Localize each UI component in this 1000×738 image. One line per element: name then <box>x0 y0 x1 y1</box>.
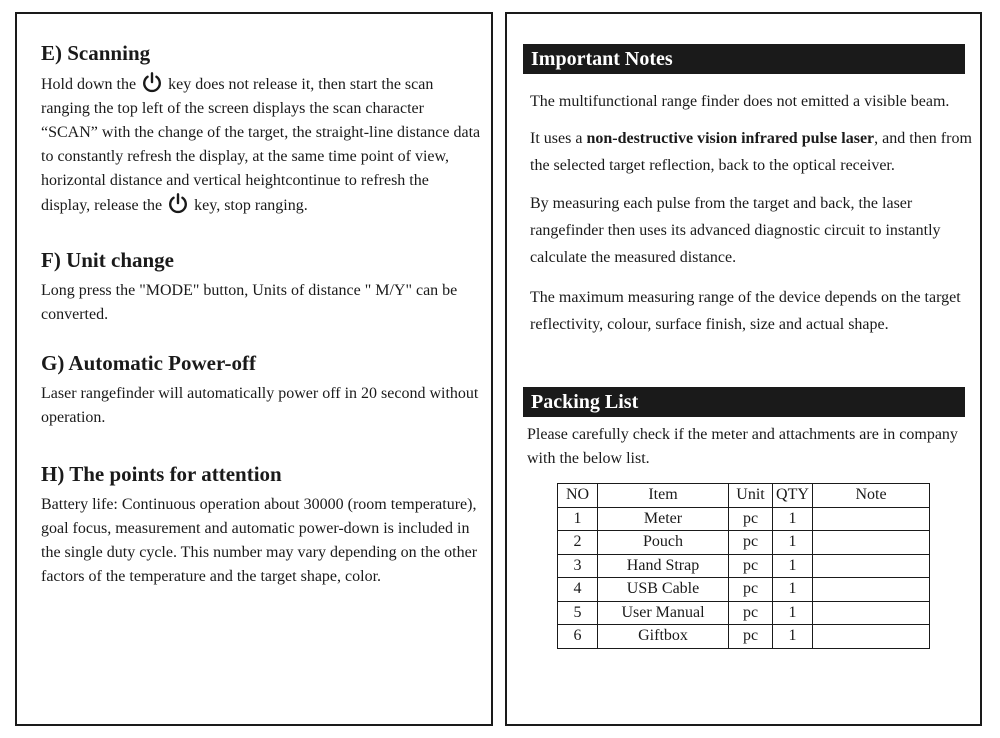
cell-no: 2 <box>558 531 598 555</box>
notes-paragraph-2 <box>530 125 975 179</box>
cell-no: 4 <box>558 578 598 602</box>
cell-item: User Manual <box>598 601 729 625</box>
notes-paragraph-3: By measuring each pulse from the target and back, the laser rangefinder then uses its advanced diagnostic circuit to instantly calculate the measured distance. <box>530 195 941 266</box>
header-item: Item <box>598 484 729 508</box>
section-body-unit-change: Long press the "MODE" button, Units of distance " M/Y" can be converted. <box>41 282 458 323</box>
cell-item: Giftbox <box>598 625 729 649</box>
notes-paragraph-4: The maximum measuring range of the device depends on the target reflectivity, colour, surface finish, size and actual shape. <box>530 289 961 333</box>
cell-qty: 1 <box>773 625 813 649</box>
cell-unit: pc <box>729 578 773 602</box>
section-power-off <box>41 350 481 430</box>
important-notes-header: Important Notes <box>523 44 965 74</box>
cell-item: Pouch <box>598 531 729 555</box>
cell-no: 3 <box>558 554 598 578</box>
cell-item: Meter <box>598 507 729 531</box>
cell-qty: 1 <box>773 578 813 602</box>
header-qty: QTY <box>773 484 813 508</box>
left-page <box>15 12 493 726</box>
packing-intro: Please carefully check if the meter and attachments are in company with the below list. <box>527 426 958 467</box>
cell-note <box>813 531 930 555</box>
table-row <box>558 578 930 602</box>
cell-unit: pc <box>729 507 773 531</box>
cell-unit: pc <box>729 554 773 578</box>
section-title-power-off: G) Automatic Power-off <box>41 351 256 375</box>
section-body-scanning <box>41 72 481 218</box>
cell-note <box>813 507 930 531</box>
cell-note <box>813 578 930 602</box>
scanning-text-3: key, stop ranging. <box>194 197 308 214</box>
cell-item: USB Cable <box>598 578 729 602</box>
cell-qty: 1 <box>773 507 813 531</box>
cell-no: 1 <box>558 507 598 531</box>
section-title-attention: H) The points for attention <box>41 462 282 486</box>
cell-unit: pc <box>729 601 773 625</box>
packing-list-header: Packing List <box>523 387 965 417</box>
cell-unit: pc <box>729 625 773 649</box>
notes-p2-post: , and then from the selected target reflection, back to the optical receiver. <box>530 130 972 174</box>
cell-note <box>813 554 930 578</box>
cell-note <box>813 601 930 625</box>
notes-p2-bold: non-destructive vision infrared pulse laser <box>586 130 875 147</box>
section-title-unit-change: F) Unit change <box>41 248 174 272</box>
section-unit-change <box>41 247 481 327</box>
notes-paragraph-1: The multifunctional range finder does not emitted a visible beam. <box>530 93 950 110</box>
power-icon <box>141 72 163 94</box>
header-no: NO <box>558 484 598 508</box>
notes-p2-pre: It uses a <box>530 130 587 147</box>
right-page <box>505 12 982 726</box>
section-title-scanning: E) Scanning <box>41 41 151 65</box>
table-header-row <box>558 484 930 508</box>
cell-no: 6 <box>558 625 598 649</box>
header-note: Note <box>813 484 930 508</box>
section-scanning <box>41 40 481 218</box>
power-icon <box>167 193 189 215</box>
scanning-text-2: key does not release it, then start the scan ranging the top left of the screen displays the scan character “SCAN” with the change of the target, the straight-line distance data to constantly refresh the display, at the same time point of view, horizontal distance and vertical heightcontinue to refresh the display, release the <box>41 76 481 214</box>
table-row <box>558 507 930 531</box>
packing-table <box>557 483 930 649</box>
cell-note <box>813 625 930 649</box>
header-unit: Unit <box>729 484 773 508</box>
cell-no: 5 <box>558 601 598 625</box>
table-row <box>558 625 930 649</box>
table-row <box>558 554 930 578</box>
cell-qty: 1 <box>773 554 813 578</box>
cell-qty: 1 <box>773 531 813 555</box>
section-attention <box>41 461 481 589</box>
table-row <box>558 531 930 555</box>
section-body-power-off: Laser rangefinder will automatically power off in 20 second without operation. <box>41 385 479 426</box>
section-body-attention: Battery life: Continuous operation about 30000 (room temperature), goal focus, measurement and automatic power-down is included in the single duty cycle. This number may vary depending on the other factors of the temperature and the target shape, color. <box>41 496 478 585</box>
table-row <box>558 601 930 625</box>
scanning-text-1: Hold down the <box>41 76 137 93</box>
cell-unit: pc <box>729 531 773 555</box>
cell-item: Hand Strap <box>598 554 729 578</box>
cell-qty: 1 <box>773 601 813 625</box>
